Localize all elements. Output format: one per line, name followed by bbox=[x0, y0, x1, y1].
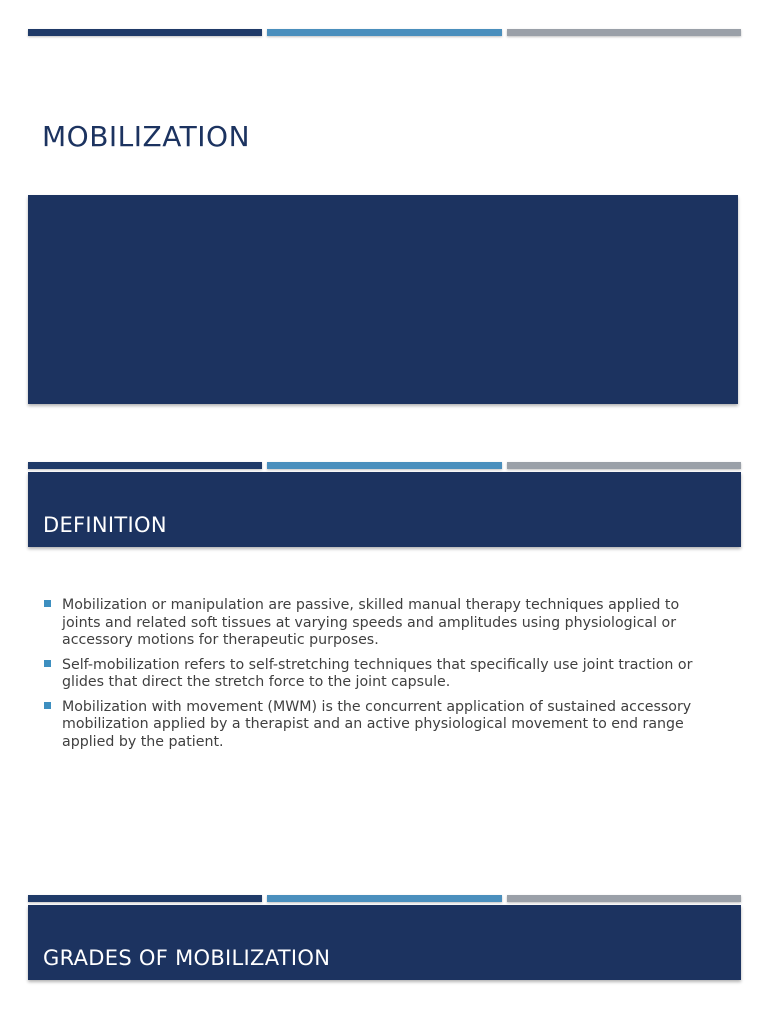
accent-stripes-grades bbox=[28, 895, 741, 902]
slide-title-mobilization: MOBILIZATION bbox=[42, 120, 251, 153]
list-item bbox=[44, 597, 714, 650]
accent-stripes-top bbox=[28, 29, 741, 36]
definition-bullet-list bbox=[44, 597, 714, 758]
accent-stripe-gray bbox=[507, 895, 741, 902]
accent-stripe-blue bbox=[267, 895, 501, 902]
square-bullet-icon bbox=[44, 660, 51, 667]
accent-stripe-dark bbox=[28, 29, 262, 36]
bullet-text: Mobilization or manipulation are passive, skilled manual therapy techniques applied to joints and related soft tissues at varying speeds and amplitudes using physiological or accessory motions for therapeutic purposes. bbox=[62, 597, 680, 648]
list-item bbox=[44, 699, 714, 752]
definition-header-band bbox=[28, 472, 741, 547]
bullet-text: Self-mobilization refers to self-stretching techniques that specifically use joint traction or glides that direct the stretch force to the joint capsule. bbox=[62, 656, 693, 690]
square-bullet-icon bbox=[44, 702, 51, 709]
accent-stripes-definition bbox=[28, 462, 741, 469]
accent-stripe-gray bbox=[507, 29, 741, 36]
grades-header-band bbox=[28, 905, 741, 980]
accent-stripe-dark bbox=[28, 895, 262, 902]
title-color-block bbox=[28, 195, 738, 404]
slide-title-grades: GRADES OF MOBILIZATION bbox=[43, 946, 331, 970]
accent-stripe-dark bbox=[28, 462, 262, 469]
accent-stripe-blue bbox=[267, 462, 501, 469]
accent-stripe-gray bbox=[507, 462, 741, 469]
list-item bbox=[44, 657, 714, 692]
accent-stripe-blue bbox=[267, 29, 501, 36]
bullet-text: Mobilization with movement (MWM) is the concurrent application of sustained accessory mobilization applied by a therapist and an active physiological movement to end range applied by the patient. bbox=[62, 698, 692, 750]
slide-title-definition: DEFINITION bbox=[43, 513, 167, 537]
square-bullet-icon bbox=[44, 600, 51, 607]
